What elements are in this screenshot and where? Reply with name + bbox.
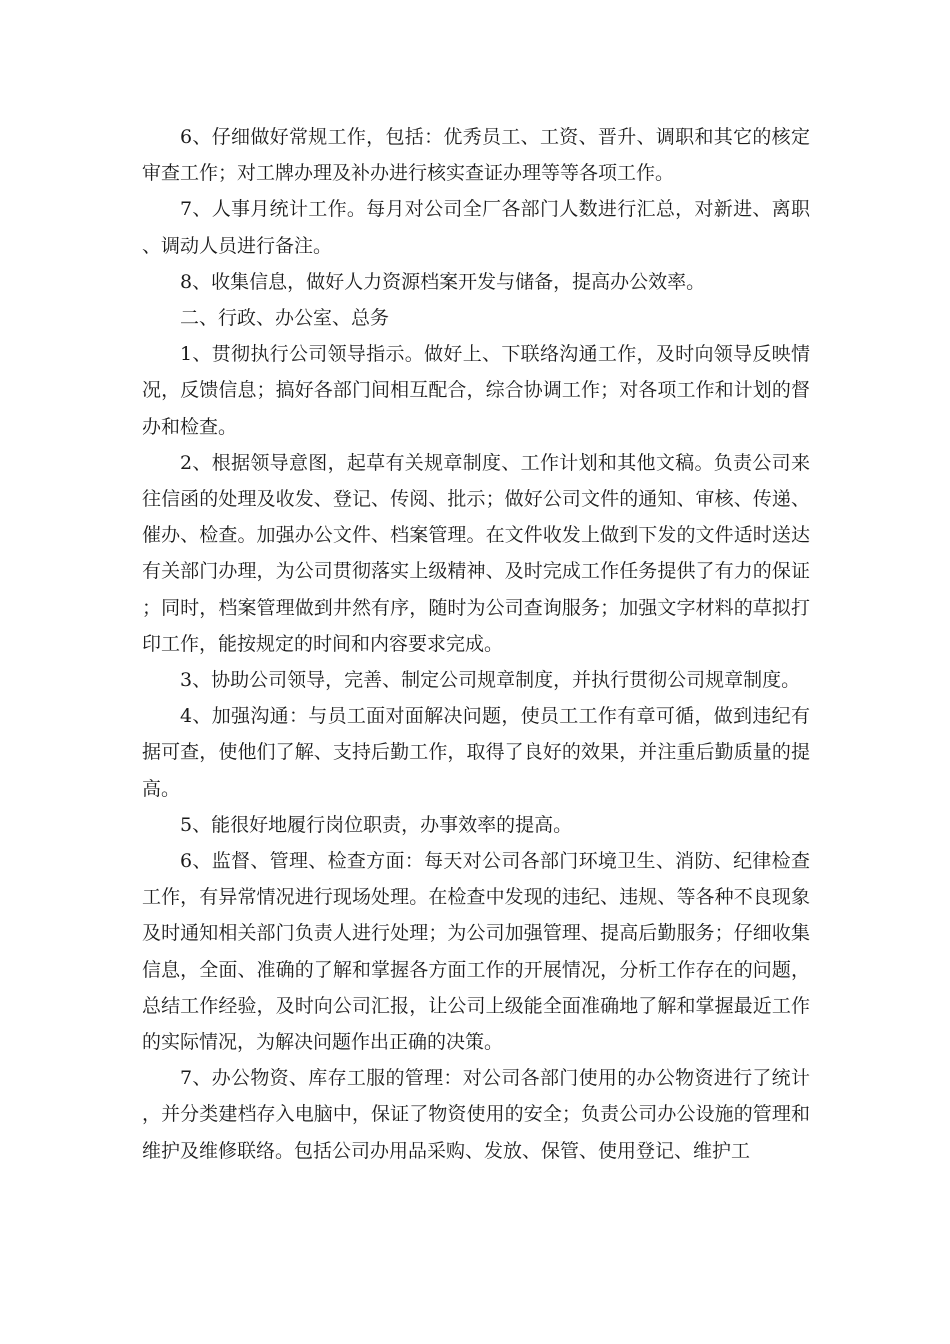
section-heading-admin-office: 二、行政、办公室、总务 xyxy=(180,307,390,330)
paragraph-admin-duties: 5、能很好地履行岗位职责，办事效率的提高。 xyxy=(180,813,573,836)
paragraph-hr-monthly-statistics: 7、人事月统计工作。每月对公司全厂各部门人数进行汇总，对新进、离职、调动人员进行备注。 xyxy=(142,198,810,257)
paragraph-hr-routine-work: 6、仔细做好常规工作，包括：优秀员工、工资、晋升、调职和其它的核定审查工作；对工牌办理及补办进行核实查证办理等等各项工作。 xyxy=(142,126,810,185)
paragraph-hr-information-collection: 8、收集信息，做好人力资源档案开发与储备，提高办公效率。 xyxy=(180,270,706,293)
paragraph-admin-supplies-management: 7、办公物资、库存工服的管理：对公司各部门使用的办公物资进行了统计，并分类建档存入电脑中，保证了物资使用的安全；负责公司办公设施的管理和维护及维修联络。包括公司办用品采购、发放、保管、使用登记、维护工 xyxy=(142,1067,810,1162)
paragraph-admin-inspection: 6、监督、管理、检查方面：每天对公司各部门环境卫生、消防、纪律检查工作，有异常情况进行现场处理。在检查中发现的违纪、违规、等各种不良现象及时通知相关部门负责人进行处理；为公司加强管理、提高后勤服务；仔细收集信息，全面、准确的了解和掌握各方面工作的开展情况，分析工作存在的问题，总结工作经验，及时向公司汇报，让公司上级能全面准确地了解和掌握最近工作的实际情况，为解决问题作出正确的决策。 xyxy=(142,850,810,1054)
document-page xyxy=(142,119,810,1169)
paragraph-admin-leadership-instructions: 1、贯彻执行公司领导指示。做好上、下联络沟通工作，及时向领导反映情况，反馈信息；搞好各部门间相互配合，综合协调工作；对各项工作和计划的督办和检查。 xyxy=(142,343,810,438)
paragraph-admin-regulations: 3、协助公司领导，完善、制定公司规章制度，并执行贯彻公司规章制度。 xyxy=(180,669,801,692)
paragraph-admin-drafting-documents: 2、根据领导意图，起草有关规章制度、工作计划和其他文稿。负责公司来往信函的处理及收发、登记、传阅、批示；做好公司文件的通知、审核、传递、催办、检查。加强办公文件、档案管理。在文件收发上做到下发的文件适时送达有关部门办理，为公司贯彻落实上级精神、及时完成工作任务提供了有力的保证；同时，档案管理做到井然有序，随时为公司查询服务；加强文字材料的草拟打印工作，能按规定的时间和内容要求完成。 xyxy=(142,451,810,655)
paragraph-admin-communication: 4、加强沟通：与员工面对面解决问题，使员工工作有章可循，做到违纪有据可查，使他们了解、支持后勤工作，取得了良好的效果，并注重后勤质量的提高。 xyxy=(142,705,810,800)
